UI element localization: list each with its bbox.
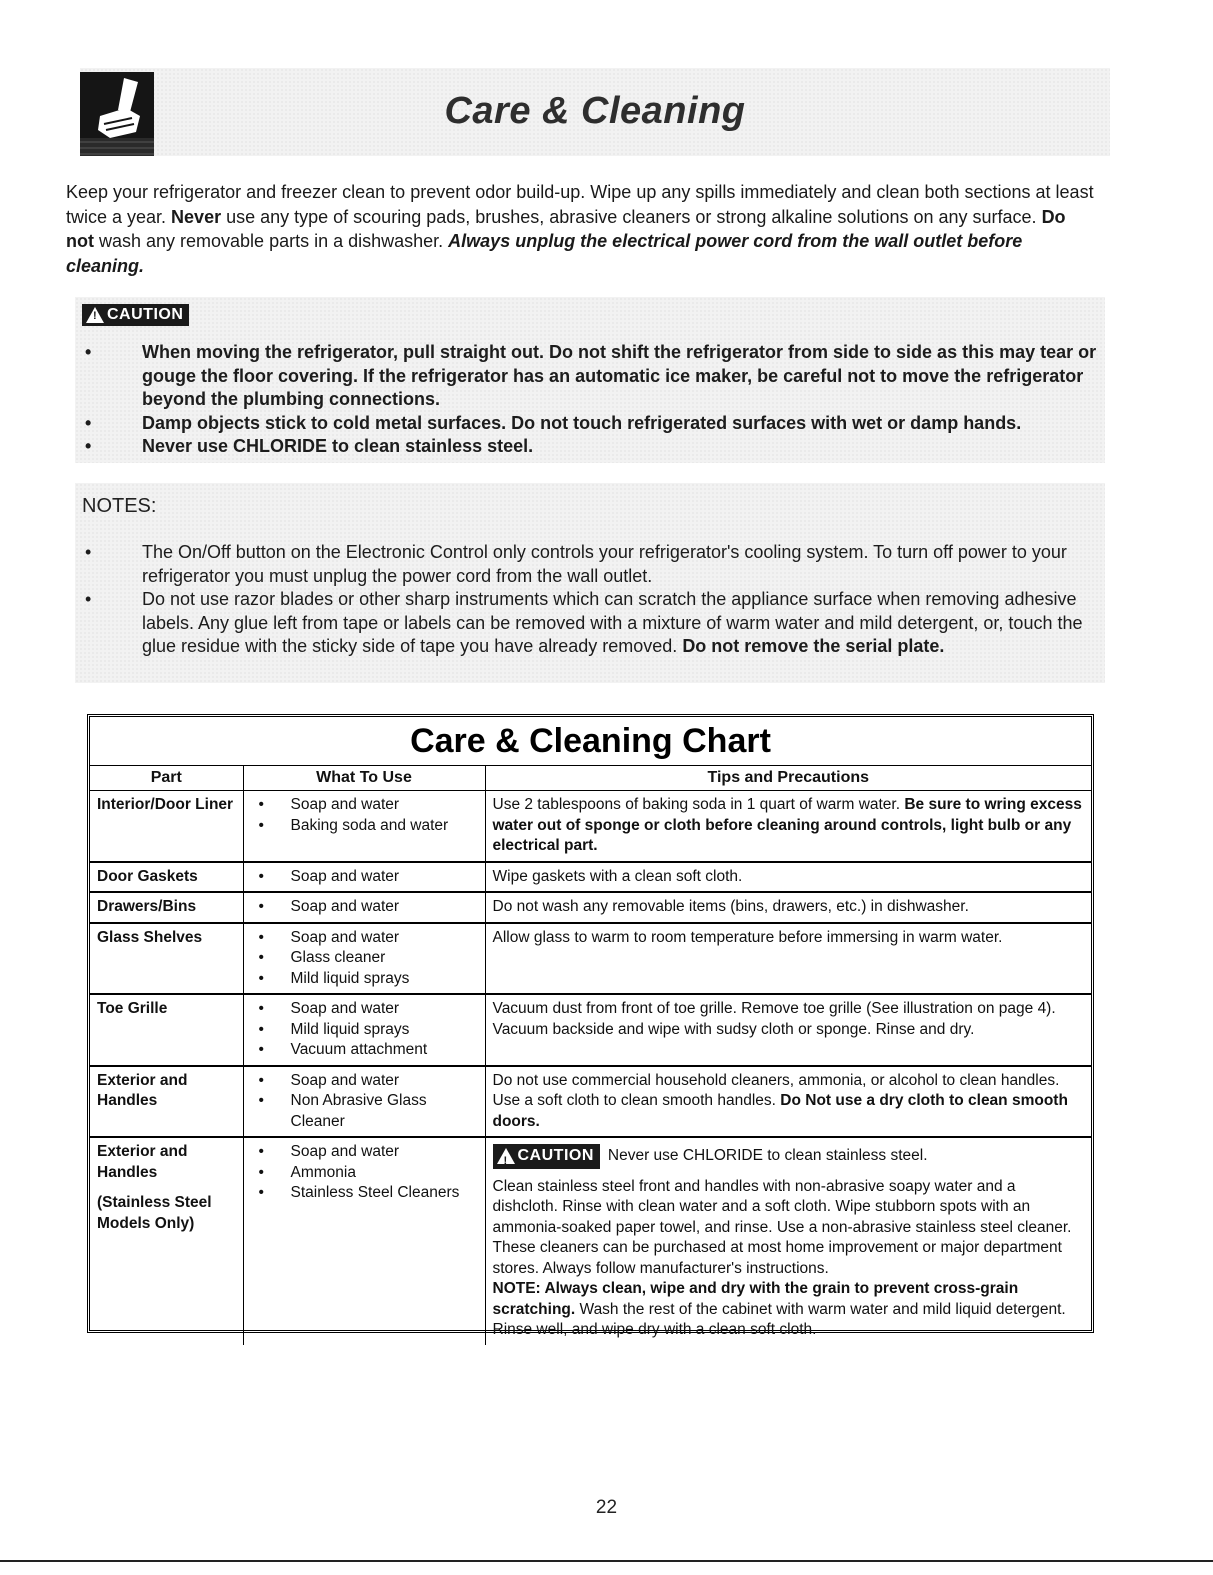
caution-item: • When moving the refrigerator, pull straight out. Do not shift the refrigerator from side to side as this may tear or gouge the floor covering. If the refrigerator has an automatic ice maker, be careful not to move the refrigerator beyond the plumbing connections.	[75, 341, 1105, 412]
tips-note	[493, 1279, 1086, 1341]
intro-do-not: Do not	[66, 206, 1066, 251]
note-text: Do not use razor blades or other sharp instruments which can scratch the appliance surface when removing adhesive labels. Any glue left from tape or labels can be removed with a mixture of warm water and mild detergent, or, touch the glue residue with the sticky side of tape you have already removed.	[142, 589, 1083, 656]
bottom-divider	[0, 1560, 1213, 1562]
caution-list	[75, 341, 1105, 459]
table-row	[90, 862, 1091, 893]
note-item	[75, 588, 1105, 659]
care-cleaning-chart	[87, 714, 1094, 1338]
tips-cell: Wipe gaskets with a clean soft cloth.	[485, 862, 1091, 893]
tips-text: Use 2 tablespoons of baking soda in 1 quart of warm water.	[492, 796, 905, 813]
use-item: • Glass cleaner	[251, 948, 479, 969]
tips-bold: Do Not use a dry cloth to clean smooth doors.	[492, 1092, 1068, 1130]
use-item: • Soap and water	[251, 867, 479, 888]
use-item: • Vacuum attachment	[251, 1040, 479, 1061]
tips-cell: Do not wash any removable items (bins, drawers, etc.) in dishwasher.	[485, 892, 1091, 923]
chart-title: Care & Cleaning Chart	[90, 717, 1091, 766]
note-serial-plate-warning: Do not remove the serial plate.	[682, 636, 945, 656]
table-row	[90, 892, 1091, 923]
note-text: Wash the rest of the cabinet with warm water and mild liquid detergent. Rinse well, and wipe dry with a clean soft cloth.	[492, 1300, 1066, 1338]
intro-text: use any type of scouring pads, brushes, abrasive cleaners or strong alkaline solutions on any surface.	[221, 206, 1042, 227]
caution-badge	[493, 1144, 600, 1169]
tips-cell	[485, 1137, 1091, 1345]
warning-triangle-icon: !	[497, 1148, 515, 1164]
tips-bold: Be sure to wring excess water out of sponge or cloth before cleaning around controls, light bulb or any electrical part.	[492, 796, 1082, 854]
table-row	[90, 1137, 1091, 1345]
page-number: 22	[595, 1497, 618, 1518]
tips-caution-row	[493, 1144, 1086, 1169]
use-item: • Non Abrasive Glass Cleaner	[251, 1091, 479, 1132]
use-item: • Soap and water	[251, 897, 479, 918]
caution-item: • Damp objects stick to cold metal surfaces. Do not touch refrigerated surfaces with wet or damp hands.	[75, 412, 1105, 436]
care-table	[90, 766, 1091, 1345]
part-subtitle: (Stainless Steel Models Only)	[97, 1194, 212, 1232]
use-cell	[243, 862, 485, 893]
use-item: • Baking soda and water	[251, 816, 479, 837]
section-header	[80, 68, 1110, 156]
page-title: Care & Cleaning	[444, 90, 746, 132]
caution-label: CAUTION	[107, 306, 184, 323]
tips-cell: Allow glass to warm to room temperature before immersing in warm water.	[485, 923, 1091, 995]
caution-label: CAUTION	[517, 1147, 594, 1164]
tips-text: Do not use commercial household cleaners, ammonia, or alcohol to clean handles. Use a soft cloth to clean smooth handles.	[492, 1071, 1060, 1109]
use-item: • Soap and water	[251, 999, 479, 1020]
part-cell: Glass Shelves	[90, 923, 243, 995]
part-name: Exterior and Handles	[97, 1143, 188, 1181]
notes-label: NOTES:	[82, 495, 157, 517]
use-cell	[243, 1066, 485, 1138]
use-cell	[243, 994, 485, 1066]
note-item: • The On/Off button on the Electronic Control only controls your refrigerator's cooling system. To turn off power to your refrigerator you must unplug the power cord from the wall outlet.	[75, 541, 1105, 588]
part-cell: Exterior and Handles	[90, 1066, 243, 1138]
table-row	[90, 1066, 1091, 1138]
part-cell: Drawers/Bins	[90, 892, 243, 923]
intro-text: wash any removable parts in a dishwasher.	[93, 231, 449, 251]
notes-box	[75, 483, 1105, 683]
caution-chloride-text: Never use CHLORIDE to clean stainless steel.	[607, 1147, 928, 1164]
intro-never: Never	[171, 206, 222, 227]
part-cell: Interior/Door Liner	[90, 791, 243, 862]
tips-text: Clean stainless steel front and handles with non-abrasive soapy water and a dishcloth. Rinse with clean water and a soft cloth. Wipe stubborn spots with an ammonia-soaked paper towel, and rinse. Use a non-abrasive stainless steel cleaner. These cleaners can be purchased at most home improvement or major department stores. Always follow manufacturer's instructions.	[492, 1177, 1072, 1277]
use-item: • Ammonia	[251, 1163, 479, 1184]
part-cell: Door Gaskets	[90, 862, 243, 893]
use-item: • Soap and water	[251, 1142, 479, 1163]
intro-text: Keep your refrigerator and freezer clean to prevent odor build-up. Wipe up any spills immediately and clean both sections at least twice a year.	[66, 182, 1094, 227]
use-item: • Soap and water	[251, 1071, 479, 1092]
table-row	[90, 923, 1091, 995]
use-item: • Soap and water	[251, 795, 479, 816]
part-cell: Toe Grille	[90, 994, 243, 1066]
use-item: • Mild liquid sprays	[251, 969, 479, 990]
warning-triangle-icon: !	[86, 307, 104, 323]
use-cell	[243, 791, 485, 862]
caution-item: • Never use CHLORIDE to clean stainless steel.	[75, 435, 1105, 459]
intro-paragraph	[66, 180, 1096, 278]
table-row	[90, 994, 1091, 1066]
part-cell	[90, 1137, 243, 1345]
caution-badge	[82, 304, 189, 326]
tips-cell	[485, 791, 1091, 862]
intro-unplug-warning: Always unplug the electrical power cord from the wall outlet before cleaning.	[66, 231, 1023, 276]
column-header-part: Part	[90, 766, 243, 791]
note-bold: NOTE: Always clean, wipe and dry with the grain to prevent cross-grain scratching.	[492, 1280, 1019, 1318]
notes-list	[75, 541, 1105, 659]
column-header-what-to-use: What To Use	[243, 766, 485, 791]
use-cell	[243, 923, 485, 995]
use-item: • Stainless Steel Cleaners	[251, 1183, 479, 1204]
table-header-row	[90, 766, 1091, 791]
column-header-tips: Tips and Precautions	[485, 766, 1091, 791]
caution-box	[75, 297, 1105, 463]
use-cell	[243, 1137, 485, 1345]
use-item: • Mild liquid sprays	[251, 1020, 479, 1041]
tips-cell	[485, 1066, 1091, 1138]
use-cell	[243, 892, 485, 923]
table-row	[90, 791, 1091, 862]
use-item: • Soap and water	[251, 928, 479, 949]
tips-cell: Vacuum dust from front of toe grille. Remove toe grille (See illustration on page 4). Vacuum backside and wipe with sudsy cloth or sponge. Rinse and dry.	[485, 994, 1091, 1066]
